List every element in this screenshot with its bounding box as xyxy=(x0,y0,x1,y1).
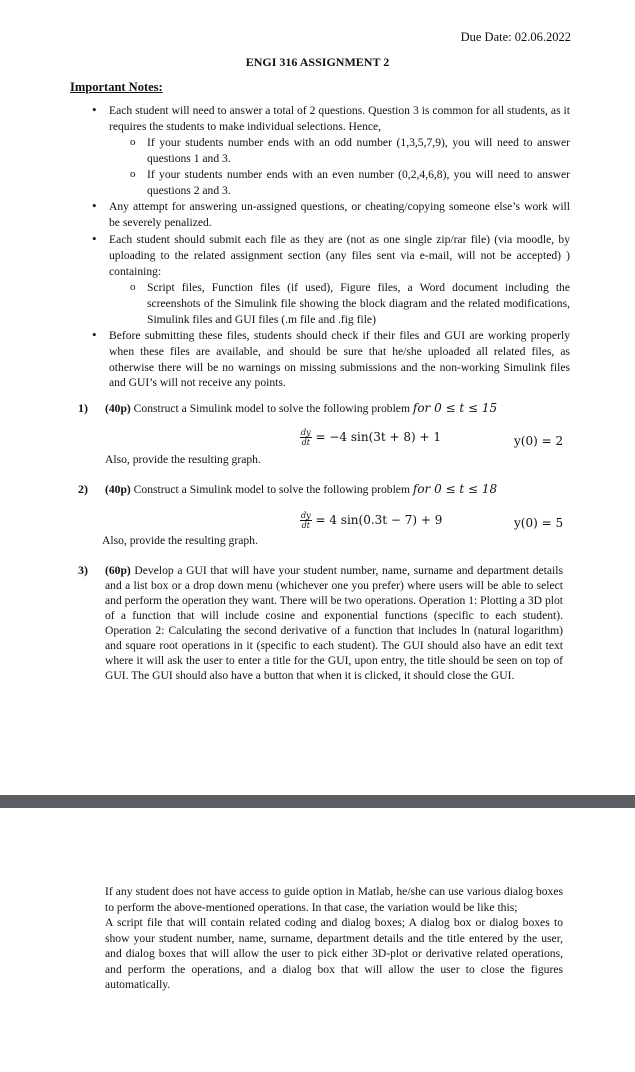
assignment-title: ENGI 316 ASSIGNMENT 2 xyxy=(245,55,390,69)
bullet-icon: • xyxy=(92,231,97,246)
alternative-paragraph: If any student does not have access to guide option in Matlab, he/she can use various dialog boxes to perform the above-mentioned operations. In that case, the variation would be like this; xyxy=(105,885,563,914)
question-2-graph-note: Also, provide the resulting graph. xyxy=(102,534,258,547)
question-3-statement xyxy=(105,563,563,683)
note-item: Each student will need to answer a total of 2 questions. Question 3 is common for all students, as it requires the students to make individual selections. Hence, xyxy=(109,104,570,133)
alternative-paragraph: A script file that will contain related coding and dialog boxes; A dialog box or dialog boxes to show your student number, name, surname, department details and the title entered by the user, and dialog boxes that will allow the user to pick either 3D-plot or derivative related operations, and perform the operations, and a dialog box that will allow the user to close the figures automatically. xyxy=(105,916,563,991)
note-subitem: If your students number ends with an odd number (1,3,5,7,9), you will need to answer questions 1 and 3. xyxy=(147,136,570,165)
question-2-points: (40p) xyxy=(105,483,131,496)
document-page-2 xyxy=(0,808,635,1072)
question-3-text: Develop a GUI that will have your student number, name, surname and department details and a list box or a drop down menu (whichever one you prefer) where users will be able to select and perform the operation they want. There will be two operations. Operation 1: Plotting a 3D plot of a function that will include cosine and exponential functions (specific to each student). Operation 2: Calculating the second derivative of a function that includes ln (natural logarithm) and square root operations in it (specific to each student). The GUI should also have an edit text where it will ask the user to enter a title for the GUI, upon entry, the title should be seen on top of GUI. The GUI should also have a button that when it is clicked, it should close the GUI. xyxy=(105,564,563,682)
notes-heading: Important Notes: xyxy=(70,80,163,94)
note-item: Each student should submit each file as they are (not as one single zip/rar file) (via moodle, by uploading to the related assignment section (any files sent via e-mail, will not be accepted) ) containing: xyxy=(109,233,570,278)
derivative-fraction: $\frac{dy}{dt}$ xyxy=(301,511,311,530)
question-2-equation xyxy=(300,511,442,530)
note-item: Any attempt for answering un-assigned questions, or cheating/copying someone else’s work will be severely penalized. xyxy=(109,200,570,229)
note-subitem: If your students number ends with an even number (0,2,4,6,8), you will need to answer questions 2 and 3. xyxy=(147,168,570,197)
note-item: Before submitting these files, students should check if their files and GUI are working properly when these files are available, and should be sure that he/she uploaded all related files, as otherwise there will be no warnings on missing submissions and the non-working Simulink files and GUI’s will not receive any points. xyxy=(109,329,570,390)
due-date: Due Date: 02.06.2022 xyxy=(460,30,571,44)
bullet-icon: • xyxy=(92,198,97,213)
question-2-initial-condition: y(0) = 5 xyxy=(514,516,564,530)
question-1-text: Construct a Simulink model to solve the following problem xyxy=(133,402,410,415)
question-3-number: 3) xyxy=(78,563,88,577)
bullet-icon: • xyxy=(92,327,97,342)
circle-bullet-icon: o xyxy=(130,281,136,293)
question-1-graph-note: Also, provide the resulting graph. xyxy=(105,453,261,466)
note-subitem: Script files, Function files (if used), Figure files, a Word document including the screenshots of the Simulink file showing the block diagram and the related modifications, Simulink files and GUI files (.m file and .fig file) xyxy=(147,281,570,326)
question-3-points: (60p) xyxy=(105,564,131,577)
equation-rhs: = −4 sin(3t + 8) + 1 xyxy=(315,430,442,444)
question-2-number: 2) xyxy=(78,482,88,496)
bullet-icon: • xyxy=(92,102,97,117)
question-1-initial-condition: y(0) = 2 xyxy=(514,434,564,448)
circle-bullet-icon: o xyxy=(130,168,136,180)
page-separator xyxy=(0,795,635,808)
question-2-text: Construct a Simulink model to solve the following problem xyxy=(133,483,410,496)
question-1-range: for 0 ≤ t ≤ 15 xyxy=(412,401,498,415)
question-1-equation xyxy=(300,428,441,447)
equation-rhs: = 4 sin(0.3t − 7) + 9 xyxy=(315,513,443,527)
question-2-statement xyxy=(105,482,575,498)
question-1-number: 1) xyxy=(78,401,88,415)
circle-bullet-icon: o xyxy=(130,136,136,148)
question-1-points: (40p) xyxy=(105,402,131,415)
question-2-range: for 0 ≤ t ≤ 18 xyxy=(412,482,498,496)
question-1-statement xyxy=(105,401,575,417)
derivative-fraction: $\frac{dy}{dt}$ xyxy=(301,428,311,447)
alternative-note xyxy=(105,884,563,993)
